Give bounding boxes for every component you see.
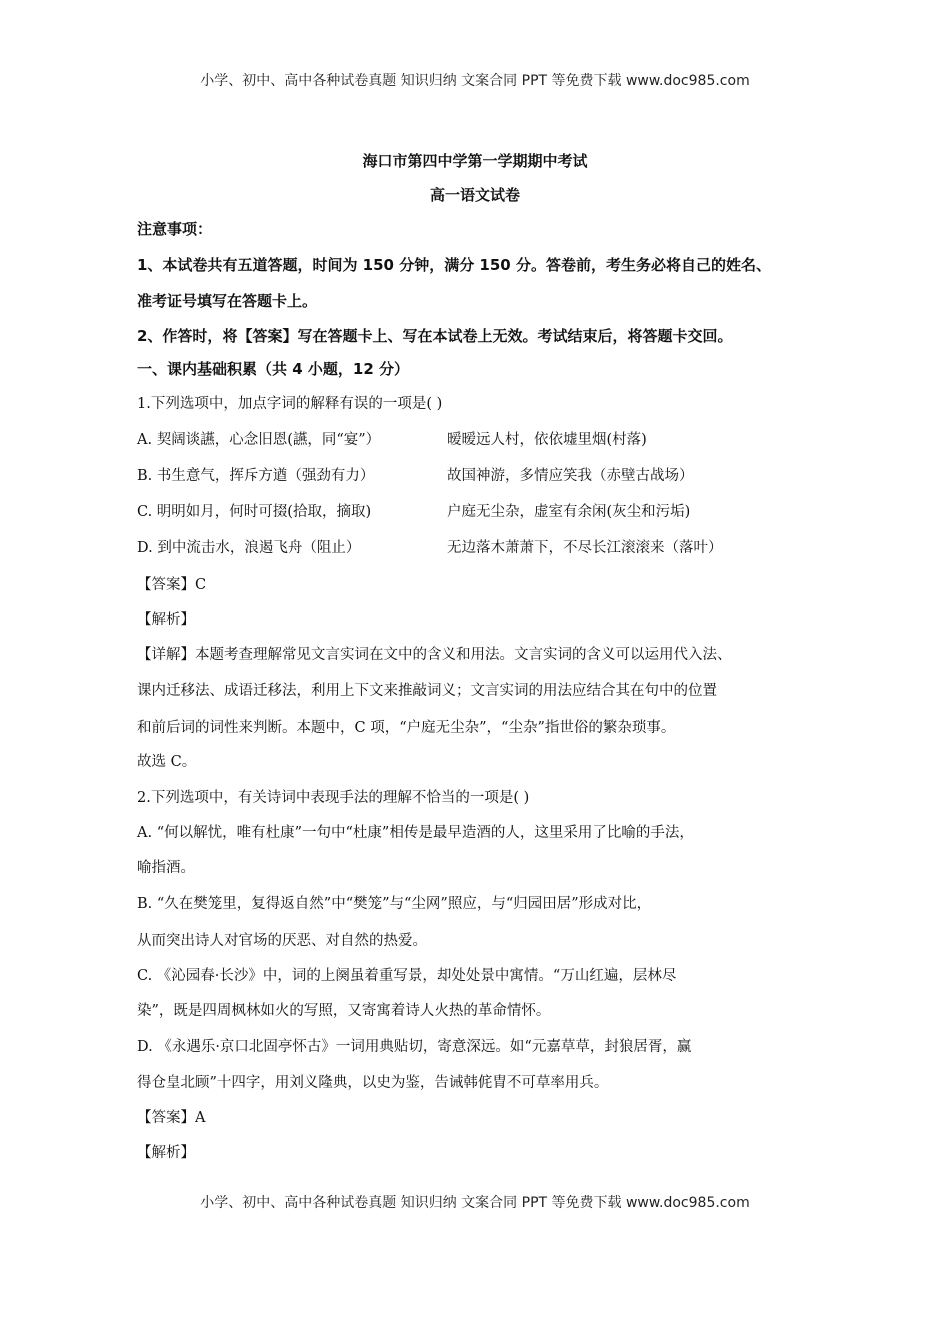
q1-option-a: A. 契阔谈讌，心念旧恩(讌，同“宴”） xyxy=(137,432,381,448)
question-2-stem: 2.下列选项中，有关诗词中表现手法的理解不恰当的一项是( ) xyxy=(137,790,530,806)
q1-detail-line-2: 课内迁移法、成语迁移法，利用上下文来推敲词义；文言实词的用法应结合其在句中的位置 xyxy=(137,683,717,699)
q1-analysis-label: 【解析】 xyxy=(137,612,195,628)
q1-option-d-right: 无边落木萧萧下，不尽长江滚滚来（落叶） xyxy=(447,540,723,556)
q2-answer: 【答案】A xyxy=(137,1110,206,1126)
page-header: 小学、初中、高中各种试卷真题 知识归纳 文案合同 PPT 等免费下载 www.doc985.com xyxy=(200,73,750,89)
q1-conclusion: 故选 C。 xyxy=(137,754,197,770)
q1-detail-line-1: 【详解】本题考查理解常见文言实词在文中的含义和用法。文言实词的含义可以运用代入法、 xyxy=(137,647,732,663)
q2-option-b-cont: 从而突出诗人对官场的厌恶、对自然的热爱。 xyxy=(137,933,427,949)
notice-heading: 注意事项： xyxy=(137,220,213,238)
page-footer: 小学、初中、高中各种试卷真题 知识归纳 文案合同 PPT 等免费下载 www.doc985.com xyxy=(200,1195,750,1211)
q2-option-b: B. “久在樊笼里，复得返自然”中“樊笼”与“尘网”照应，与“归园田居”形成对比， xyxy=(137,896,652,912)
section-heading: 一、课内基础积累（共 4 小题，12 分） xyxy=(137,360,409,378)
exam-title: 海口市第四中学第一学期期中考试 xyxy=(362,152,588,170)
question-1-stem: 1.下列选项中，加点字词的解释有误的一项是( ) xyxy=(137,396,443,412)
notice-item-1: 1、本试卷共有五道答题，时间为 150 分钟，满分 150 分。答卷前，考生务必将自己的姓名、 xyxy=(137,256,771,274)
notice-item-1-cont: 准考证号填写在答题卡上。 xyxy=(137,292,318,310)
q2-option-c: C. 《沁园春·长沙》中，词的上阕虽着重写景，却处处景中寓情。“万山红遍，层林尽 xyxy=(137,968,677,984)
q1-detail-line-3: 和前后词的词性来判断。本题中，C 项，“户庭无尘杂”，“尘杂”指世俗的繁杂琐事。 xyxy=(137,720,676,736)
q1-option-b-right: 故国神游，多情应笑我（赤壁古战场） xyxy=(447,468,694,484)
q2-option-c-cont: 染”，既是四周枫林如火的写照，又寄寓着诗人火热的革命情怀。 xyxy=(137,1003,551,1019)
exam-subtitle: 高一语文试卷 xyxy=(429,186,520,204)
q2-option-d: D. 《永遇乐·京口北固亭怀古》一词用典贴切，寄意深远。如“元嘉草草，封狼居胥，赢 xyxy=(137,1039,692,1055)
q1-option-b: B. 书生意气，挥斥方遒（强劲有力） xyxy=(137,468,375,484)
q2-option-a-cont: 喻指酒。 xyxy=(137,860,195,876)
q2-option-d-cont: 得仓皇北顾”十四字，用刘义隆典，以史为鉴，告诫韩侂胄不可草率用兵。 xyxy=(137,1075,609,1091)
q2-option-a: A. “何以解忧，唯有杜康”一句中“杜康”相传是最早造酒的人，这里采用了比喻的手法， xyxy=(137,825,694,841)
q1-answer: 【答案】C xyxy=(137,577,207,593)
q1-option-a-right: 暧暧远人村，依依墟里烟(村落) xyxy=(447,432,647,448)
q1-option-d: D. 到中流击水，浪遏飞舟（阻止） xyxy=(137,540,361,556)
q1-option-c-right: 户庭无尘杂，虚室有余闲(灰尘和污垢) xyxy=(447,504,691,520)
notice-item-2: 2、作答时，将【答案】写在答题卡上、写在本试卷上无效。考试结束后，将答题卡交回。 xyxy=(137,327,733,345)
q1-option-c: C. 明明如月，何时可掇(拾取，摘取) xyxy=(137,504,372,520)
q2-analysis-label: 【解析】 xyxy=(137,1145,195,1161)
